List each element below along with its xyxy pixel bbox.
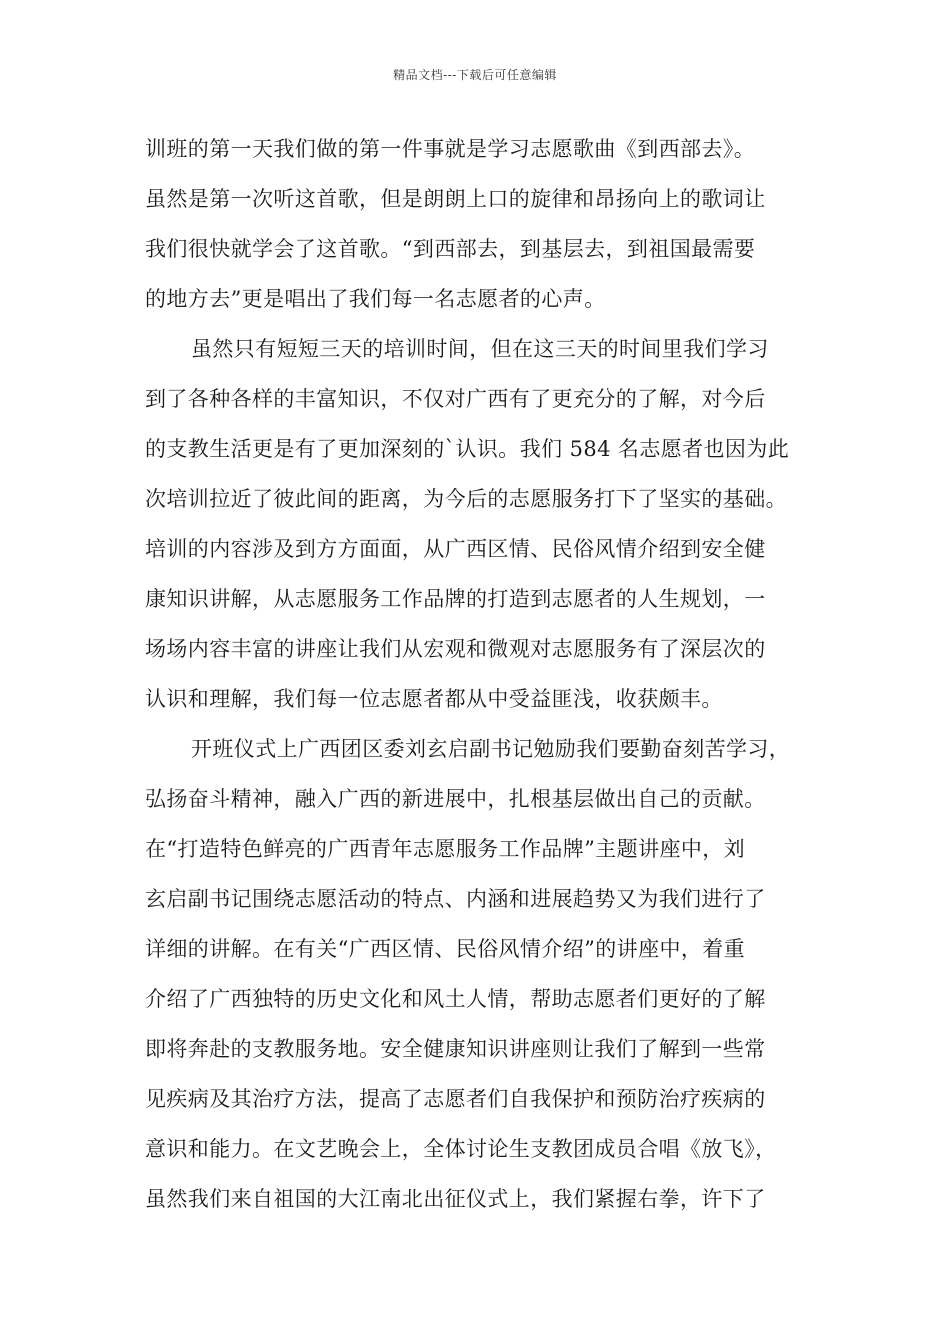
text-line: 我们很快就学会了这首歌。“到西部去，到基层去，到祖国最需要	[145, 237, 756, 261]
text-line-indented: 开班仪式上广西团区委刘玄启副书记勉励我们要勤奋刻苦学习，	[191, 737, 791, 761]
paragraph-1	[145, 124, 810, 324]
text-line: 的支教生活更是有了更加深刻的`认识。我们 584 名志愿者也因为此	[145, 437, 790, 461]
text-line: 在“打造特色鲜亮的广西青年志愿服务工作品牌”主题讲座中，刘	[145, 837, 746, 861]
document-body	[145, 124, 810, 1224]
text-line: 弘扬奋斗精神，融入广西的新进展中，扎根基层做出自己的贡献。	[145, 787, 766, 811]
paragraph-3	[145, 724, 810, 1224]
paragraph-2	[145, 324, 810, 724]
text-line: 培训的内容涉及到方方面面，从广西区情、民俗风情介绍到安全健	[145, 537, 766, 561]
text-line: 到了各种各样的丰富知识，不仅对广西有了更充分的了解，对今后	[145, 387, 766, 411]
text-line: 即将奔赴的支教服务地。安全健康知识讲座则让我们了解到一些常	[145, 1037, 766, 1061]
text-line: 介绍了广西独特的历史文化和风土人情，帮助志愿者们更好的了解	[145, 987, 766, 1011]
text-line: 康知识讲解，从志愿服务工作品牌的打造到志愿者的人生规划，一	[145, 587, 766, 611]
text-line: 次培训拉近了彼此间的距离，为今后的志愿服务打下了坚实的基础。	[145, 487, 787, 511]
text-line: 场场内容丰富的讲座让我们从宏观和微观对志愿服务有了深层次的	[145, 637, 766, 661]
text-line: 详细的讲解。在有关“广西区情、民俗风情介绍”的讲座中，着重	[145, 937, 746, 961]
text-line: 训班的第一天我们做的第一件事就是学习志愿歌曲《到西部去》。	[145, 137, 756, 161]
text-line: 的地方去”更是唱出了我们每一名志愿者的心声。	[145, 287, 606, 311]
text-line: 玄启副书记围绕志愿活动的特点、内涵和进展趋势又为我们进行了	[145, 887, 766, 911]
text-line: 虽然是第一次听这首歌，但是朗朗上口的旋律和昂扬向上的歌词让	[145, 187, 766, 211]
page-header: 精品文档---下载后可任意编辑	[393, 68, 557, 82]
text-line-indented: 虽然只有短短三天的培训时间，但在这三天的时间里我们学习	[191, 337, 769, 361]
text-line: 认识和理解，我们每一位志愿者都从中受益匪浅，收获颇丰。	[145, 687, 723, 711]
text-line: 见疾病及其治疗方法，提高了志愿者们自我保护和预防治疗疾病的	[145, 1087, 766, 1111]
text-line: 虽然我们来自祖国的大江南北出征仪式上，我们紧握右拳，许下了	[145, 1187, 766, 1211]
text-line: 意识和能力。在文艺晚会上，全体讨论生支教团成员合唱《放飞》，	[145, 1137, 777, 1161]
